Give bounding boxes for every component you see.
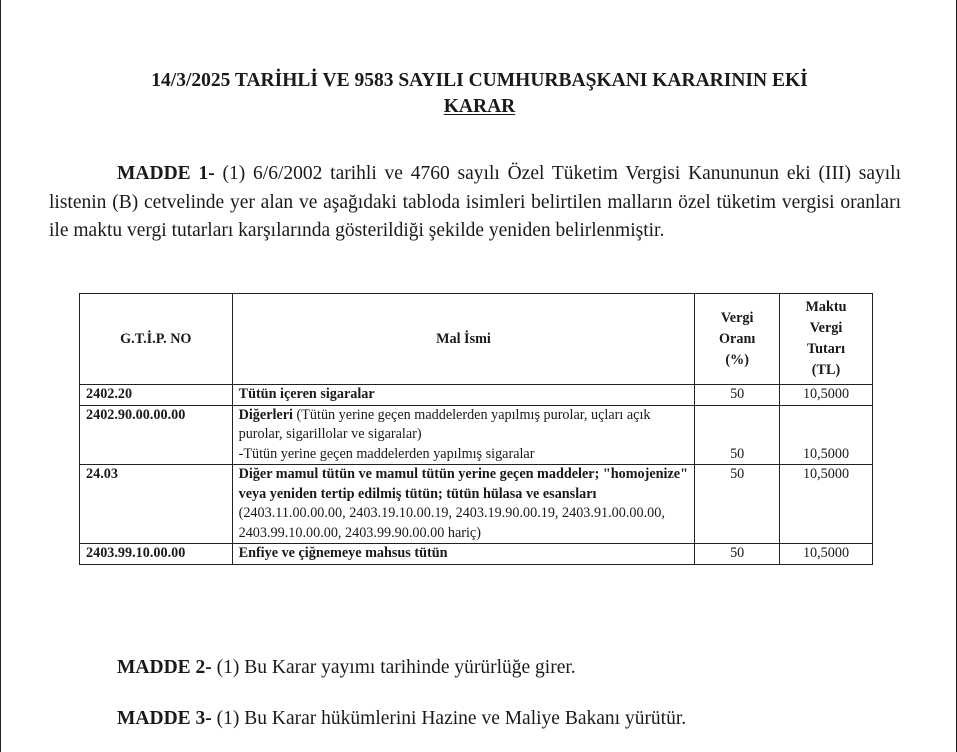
cell-amount: 10,5000 [779,465,872,544]
cell-code: 2403.99.10.00.00 [80,544,233,565]
madde-2-text: (1) Bu Karar yayımı tarihinde yürürlüğe girer. [211,657,576,678]
header-amount-line: (TL) [811,362,841,378]
cell-name-sub: -Tütün yerine geçen maddelerden yapılmış sigaralar [238,445,535,462]
title-line-1: 14/3/2025 TARİHLİ VE 9583 SAYILI CUMHURBAŞKANI KARARININ EKİ [151,70,808,91]
table-row [80,385,873,406]
header-amount-line: Tutarı [806,341,846,357]
tax-rate-table [79,293,873,565]
cell-name-bold: Tütün içeren sigaralar [238,386,375,402]
madde-1-text: (1) 6/6/2002 tarihli ve 4760 sayılı Özel Tüketim Vergisi Kanununun eki (III) sayılı listenin (B) cetvelinde yer alan ve aşağıdaki tabloda isimleri belirtilen malların özel tüketim vergisi oranları ile maktu vergi tutarları karşılarında gösterildiği şekilde yeniden belirlenmiştir. [49,163,901,241]
cell-code: 2402.90.00.00.00 [80,405,233,465]
cell-name [232,405,695,465]
header-amount-line: Maktu [805,299,847,315]
cell-name-rest: (Tütün yerine geçen maddelerden yapılmış purolar, uçları açık purolar, sigarillolar ve sigaralar) [238,406,651,442]
cell-code: 24.03 [80,465,233,544]
header-amount [779,294,872,385]
header-code: G.T.İ.P. NO [80,294,233,385]
cell-rate: 50 [695,385,780,406]
cell-rate: 50 [695,405,780,465]
title-line-2: KARAR [443,96,516,117]
madde-1-label: MADDE 1- [117,163,215,184]
header-rate-line: Oranı [719,330,756,347]
header-rate [695,294,780,385]
table-row [80,405,873,465]
madde-2-paragraph [117,655,576,681]
cell-rate: 50 [695,544,780,565]
madde-2-label: MADDE 2- [117,657,212,678]
table-row [80,465,873,544]
madde-3-text: (1) Bu Karar hükümlerini Hazine ve Maliye Bakanı yürütür. [211,708,687,729]
madde-3-label: MADDE 3- [117,708,212,729]
cell-name-bold: Enfiye ve çiğnemeye mahsus tütün [238,545,448,561]
cell-rate: 50 [695,465,780,544]
cell-name [232,465,695,544]
header-rate-line: (%) [725,351,749,368]
cell-amount: 10,5000 [779,544,872,565]
cell-name-rest: (2403.11.00.00.00, 2403.19.10.00.19, 2403.19.90.00.19, 2403.91.00.00.00, 2403.99.10.00.00, 2403.99.90.00.00 hariç) [238,505,665,541]
madde-3-paragraph [117,706,686,732]
cell-name [232,385,695,406]
cell-name-bold: Diğerleri [238,406,293,423]
table-header-row [80,294,873,385]
header-name: Mal İsmi [232,294,695,385]
cell-amount: 10,5000 [779,405,872,465]
madde-1-paragraph [49,160,901,246]
header-amount-line: Vergi [809,320,843,336]
cell-code: 2402.20 [80,385,233,406]
table-row [80,544,873,565]
cell-name [232,544,695,565]
document-title [1,68,957,120]
cell-name-bold: Diğer mamul tütün ve mamul tütün yerine geçen maddeler; "homojenize" veya yeniden tertip edilmiş tütün; tütün hülasa ve esansları [238,466,688,502]
cell-amount: 10,5000 [779,385,872,406]
header-rate-line: Vergi [720,309,754,326]
